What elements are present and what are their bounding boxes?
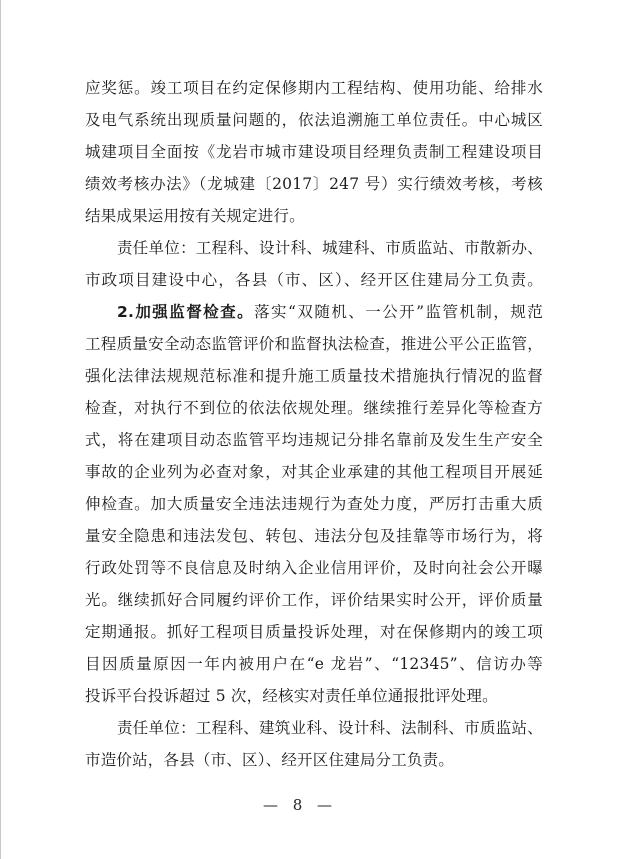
- text-line-responsible-units: [85, 232, 543, 264]
- text-line: [85, 648, 543, 680]
- line-text: 强化法律法规规范标准和提升施工质量技术措施执行情况的监督: [85, 367, 543, 385]
- line-text: 光。继续抓好合同履约评价工作，评价结果实时公开，评价质量: [85, 591, 543, 609]
- text-line: [85, 392, 543, 424]
- text-line: [85, 72, 543, 104]
- text-line-responsible-units: [85, 712, 543, 744]
- text-line: [85, 584, 543, 616]
- text-line-responsible-units: [85, 264, 543, 296]
- text-line: [85, 520, 543, 552]
- text-line: [85, 328, 543, 360]
- text-line: [85, 616, 543, 648]
- line-text: 工程质量安全动态监管评价和监督执法检查，推进公平公正监管，: [85, 335, 543, 353]
- text-line: [85, 488, 543, 520]
- line-text: 目因质量原因一年内被用户在“e 龙岩”、“12345”、信访办等: [85, 655, 543, 673]
- section-heading: 2.加强监督检查。: [117, 303, 255, 321]
- text-line: [85, 456, 543, 488]
- line-text: 绩效考核办法》（龙城建〔2017〕247 号）实行绩效考核，考核: [85, 175, 543, 193]
- line-text: 城建项目全面按《龙岩市城市建设项目经理负责制工程建设项目: [85, 143, 543, 161]
- line-text: 及电气系统出现质量问题的，依法追溯施工单位责任。中心城区: [85, 111, 543, 129]
- line-text: 落实“双随机、一公开”监管机制，规范: [254, 303, 543, 321]
- line-text: 投诉平台投诉超过 5 次，经核实对责任单位通报批评处理。: [85, 687, 498, 705]
- text-line: [85, 552, 543, 584]
- text-line: [85, 424, 543, 456]
- line-text: 行政处罚等不良信息及时纳入企业信用评价，及时向社会公开曝: [85, 559, 543, 577]
- line-text: 量安全隐患和违法发包、转包、违法分包及挂靠等市场行为，将: [85, 527, 543, 545]
- line-text: 伸检查。加大质量安全违法违规行为查处力度，严厉打击重大质: [85, 495, 543, 513]
- line-text: 事故的企业列为必查对象，对其企业承建的其他工程项目开展延: [85, 463, 543, 481]
- line-text: 责任单位：工程科、建筑业科、设计科、法制科、市质监站、: [117, 719, 543, 737]
- line-text: 市政项目建设中心，各县（市、区）、经开区住建局分工负责。: [85, 271, 543, 289]
- text-line: [85, 104, 543, 136]
- line-text: 结果成果运用按有关规定进行。: [85, 207, 305, 225]
- line-text: 检查，对执行不到位的依法依规处理。继续推行差异化等检查方: [85, 399, 543, 417]
- page-number: — 8 —: [262, 796, 338, 814]
- text-line: [85, 136, 543, 168]
- text-line: [85, 680, 543, 712]
- line-text: 式，将在建项目动态监管平均违规记分排名靠前及发生生产安全: [85, 431, 543, 449]
- document-body: [85, 72, 543, 776]
- line-text: 市造价站，各县（市、区）、经开区住建局分工负责。: [85, 751, 455, 769]
- text-line: [85, 200, 543, 232]
- line-text: 定期通报。抓好工程项目质量投诉处理，对在保修期内的竣工项: [85, 623, 543, 641]
- text-line-responsible-units: [85, 744, 543, 776]
- line-text: 责任单位：工程科、设计科、城建科、市质监站、市散新办、: [117, 239, 543, 257]
- text-line: [85, 360, 543, 392]
- line-text: 应奖惩。竣工项目在约定保修期内工程结构、使用功能、给排水: [85, 79, 543, 97]
- text-line: [85, 168, 543, 200]
- text-line-section-start: [85, 296, 543, 328]
- scan-edge-artifact: [0, 0, 1, 859]
